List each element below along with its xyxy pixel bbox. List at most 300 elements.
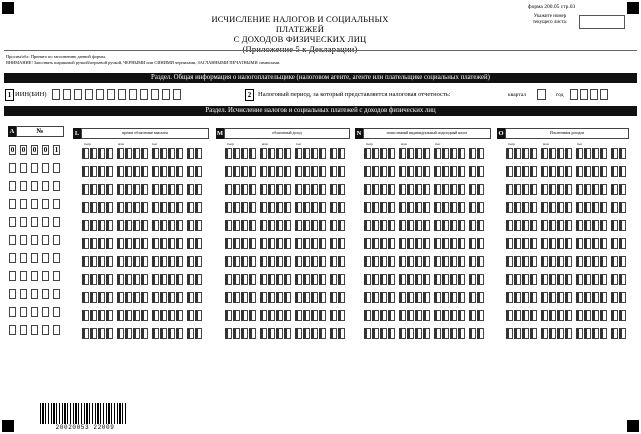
amount-digit-cell[interactable] — [514, 274, 521, 285]
amount-digit-cell[interactable] — [284, 328, 291, 339]
amount-digit-cell[interactable] — [303, 310, 310, 321]
amount-digit-cell[interactable] — [549, 328, 556, 339]
amount-digit-cell[interactable] — [415, 310, 422, 321]
amount-digit-cell[interactable] — [541, 202, 548, 213]
amount-digit-cell[interactable] — [141, 238, 148, 249]
amount-digit-cell[interactable] — [330, 274, 337, 285]
amount-digit-cell[interactable] — [514, 292, 521, 303]
amount-digit-cell[interactable] — [295, 310, 302, 321]
amount-digit-cell[interactable] — [133, 274, 140, 285]
amount-digit-cell[interactable] — [372, 256, 379, 267]
amount-digit-cell[interactable] — [338, 328, 345, 339]
amount-digit-cell[interactable] — [434, 274, 441, 285]
amount-digit-cell[interactable] — [458, 328, 465, 339]
amount-digit-cell[interactable] — [364, 328, 371, 339]
amount-digit-cell[interactable] — [117, 202, 124, 213]
amount-digit-cell[interactable] — [423, 166, 430, 177]
amount-digit-cell[interactable] — [407, 184, 414, 195]
amount-digit-cell[interactable] — [415, 220, 422, 231]
amount-digit-cell[interactable] — [82, 148, 89, 159]
amount-digit-cell[interactable] — [233, 202, 240, 213]
amount-digit-cell[interactable] — [295, 166, 302, 177]
amount-digit-cell[interactable] — [133, 292, 140, 303]
amount-digit-cell[interactable] — [399, 328, 406, 339]
amount-digit-cell[interactable] — [576, 328, 583, 339]
amount-digit-cell[interactable] — [514, 166, 521, 177]
amount-digit-cell[interactable] — [141, 148, 148, 159]
amount-digit-cell[interactable] — [584, 256, 591, 267]
amount-digit-cell[interactable] — [584, 328, 591, 339]
amount-digit-cell[interactable] — [388, 310, 395, 321]
iin-cell[interactable] — [129, 89, 137, 100]
amount-digit-cell[interactable] — [268, 274, 275, 285]
amount-digit-cell[interactable] — [530, 166, 537, 177]
amount-digit-cell[interactable] — [268, 238, 275, 249]
amount-digit-cell[interactable] — [133, 220, 140, 231]
row-number-digit[interactable] — [42, 253, 49, 263]
amount-digit-cell[interactable] — [584, 184, 591, 195]
amount-digit-cell[interactable] — [303, 166, 310, 177]
amount-digit-cell[interactable] — [522, 184, 529, 195]
amount-digit-cell[interactable] — [319, 256, 326, 267]
amount-digit-cell[interactable] — [176, 256, 183, 267]
amount-digit-cell[interactable] — [168, 256, 175, 267]
amount-digit-cell[interactable] — [423, 238, 430, 249]
amount-digit-cell[interactable] — [399, 310, 406, 321]
amount-digit-cell[interactable] — [619, 220, 626, 231]
amount-digit-cell[interactable] — [399, 148, 406, 159]
amount-digit-cell[interactable] — [98, 256, 105, 267]
amount-digit-cell[interactable] — [141, 184, 148, 195]
amount-digit-cell[interactable] — [506, 274, 513, 285]
amount-digit-cell[interactable] — [415, 238, 422, 249]
amount-digit-cell[interactable] — [82, 238, 89, 249]
amount-digit-cell[interactable] — [434, 220, 441, 231]
amount-digit-cell[interactable] — [557, 220, 564, 231]
amount-digit-cell[interactable] — [388, 220, 395, 231]
amount-digit-cell[interactable] — [592, 274, 599, 285]
amount-digit-cell[interactable] — [557, 184, 564, 195]
amount-digit-cell[interactable] — [268, 328, 275, 339]
amount-digit-cell[interactable] — [514, 184, 521, 195]
amount-digit-cell[interactable] — [125, 238, 132, 249]
amount-digit-cell[interactable] — [276, 220, 283, 231]
amount-digit-cell[interactable] — [106, 220, 113, 231]
amount-digit-cell[interactable] — [477, 202, 484, 213]
amount-digit-cell[interactable] — [458, 202, 465, 213]
amount-digit-cell[interactable] — [450, 220, 457, 231]
amount-digit-cell[interactable] — [241, 256, 248, 267]
amount-digit-cell[interactable] — [330, 166, 337, 177]
amount-digit-cell[interactable] — [160, 238, 167, 249]
amount-digit-cell[interactable] — [311, 220, 318, 231]
amount-digit-cell[interactable] — [319, 328, 326, 339]
amount-digit-cell[interactable] — [611, 220, 618, 231]
amount-digit-cell[interactable] — [407, 148, 414, 159]
amount-digit-cell[interactable] — [152, 238, 159, 249]
amount-digit-cell[interactable] — [241, 220, 248, 231]
row-number-digit[interactable] — [53, 235, 60, 245]
amount-digit-cell[interactable] — [364, 148, 371, 159]
amount-digit-cell[interactable] — [611, 148, 618, 159]
amount-digit-cell[interactable] — [592, 184, 599, 195]
amount-digit-cell[interactable] — [619, 274, 626, 285]
amount-digit-cell[interactable] — [330, 220, 337, 231]
amount-digit-cell[interactable] — [576, 238, 583, 249]
amount-digit-cell[interactable] — [241, 328, 248, 339]
amount-digit-cell[interactable] — [319, 274, 326, 285]
amount-digit-cell[interactable] — [260, 220, 267, 231]
amount-digit-cell[interactable] — [303, 256, 310, 267]
amount-digit-cell[interactable] — [388, 184, 395, 195]
amount-digit-cell[interactable] — [233, 292, 240, 303]
amount-digit-cell[interactable] — [423, 274, 430, 285]
amount-digit-cell[interactable] — [125, 220, 132, 231]
amount-digit-cell[interactable] — [557, 274, 564, 285]
amount-digit-cell[interactable] — [225, 310, 232, 321]
amount-digit-cell[interactable] — [276, 202, 283, 213]
amount-digit-cell[interactable] — [407, 328, 414, 339]
amount-digit-cell[interactable] — [557, 166, 564, 177]
amount-digit-cell[interactable] — [187, 310, 194, 321]
row-number-digit[interactable] — [42, 271, 49, 281]
row-number-digit[interactable] — [31, 307, 38, 317]
amount-digit-cell[interactable] — [442, 310, 449, 321]
row-number-digit[interactable] — [20, 163, 27, 173]
amount-digit-cell[interactable] — [338, 166, 345, 177]
amount-digit-cell[interactable] — [565, 328, 572, 339]
amount-digit-cell[interactable] — [388, 274, 395, 285]
amount-digit-cell[interactable] — [117, 220, 124, 231]
amount-digit-cell[interactable] — [241, 292, 248, 303]
amount-digit-cell[interactable] — [514, 310, 521, 321]
iin-cell[interactable] — [63, 89, 71, 100]
amount-digit-cell[interactable] — [82, 220, 89, 231]
amount-digit-cell[interactable] — [338, 292, 345, 303]
amount-digit-cell[interactable] — [195, 238, 202, 249]
amount-digit-cell[interactable] — [565, 202, 572, 213]
amount-digit-cell[interactable] — [268, 310, 275, 321]
amount-digit-cell[interactable] — [423, 292, 430, 303]
amount-digit-cell[interactable] — [415, 274, 422, 285]
amount-digit-cell[interactable] — [364, 220, 371, 231]
amount-digit-cell[interactable] — [450, 238, 457, 249]
amount-digit-cell[interactable] — [311, 256, 318, 267]
amount-digit-cell[interactable] — [160, 328, 167, 339]
amount-digit-cell[interactable] — [152, 166, 159, 177]
amount-digit-cell[interactable] — [388, 328, 395, 339]
amount-digit-cell[interactable] — [284, 220, 291, 231]
amount-digit-cell[interactable] — [187, 328, 194, 339]
amount-digit-cell[interactable] — [241, 202, 248, 213]
amount-digit-cell[interactable] — [600, 238, 607, 249]
amount-digit-cell[interactable] — [133, 202, 140, 213]
amount-digit-cell[interactable] — [399, 274, 406, 285]
amount-digit-cell[interactable] — [442, 184, 449, 195]
amount-digit-cell[interactable] — [415, 202, 422, 213]
amount-digit-cell[interactable] — [565, 310, 572, 321]
amount-digit-cell[interactable] — [611, 202, 618, 213]
amount-digit-cell[interactable] — [82, 328, 89, 339]
amount-digit-cell[interactable] — [514, 256, 521, 267]
row-number-digit[interactable] — [53, 217, 60, 227]
amount-digit-cell[interactable] — [506, 202, 513, 213]
row-number-digit[interactable] — [20, 235, 27, 245]
amount-digit-cell[interactable] — [233, 238, 240, 249]
row-number-digit[interactable] — [42, 235, 49, 245]
amount-digit-cell[interactable] — [380, 202, 387, 213]
amount-digit-cell[interactable] — [98, 166, 105, 177]
amount-digit-cell[interactable] — [423, 148, 430, 159]
amount-digit-cell[interactable] — [530, 184, 537, 195]
amount-digit-cell[interactable] — [600, 328, 607, 339]
amount-digit-cell[interactable] — [160, 220, 167, 231]
amount-digit-cell[interactable] — [380, 220, 387, 231]
amount-digit-cell[interactable] — [388, 148, 395, 159]
amount-digit-cell[interactable] — [364, 274, 371, 285]
amount-digit-cell[interactable] — [565, 274, 572, 285]
amount-digit-cell[interactable] — [106, 166, 113, 177]
amount-digit-cell[interactable] — [522, 310, 529, 321]
row-number-digit[interactable] — [53, 199, 60, 209]
row-number-digit[interactable]: 0 — [10, 146, 15, 154]
amount-digit-cell[interactable] — [506, 310, 513, 321]
amount-digit-cell[interactable] — [106, 148, 113, 159]
amount-digit-cell[interactable] — [372, 238, 379, 249]
iin-cell[interactable] — [173, 89, 181, 100]
amount-digit-cell[interactable] — [415, 292, 422, 303]
amount-digit-cell[interactable] — [160, 148, 167, 159]
amount-digit-cell[interactable] — [600, 292, 607, 303]
amount-digit-cell[interactable] — [233, 274, 240, 285]
row-number-digit[interactable] — [53, 325, 60, 335]
amount-digit-cell[interactable] — [399, 238, 406, 249]
amount-digit-cell[interactable] — [90, 166, 97, 177]
year-cell[interactable] — [590, 89, 598, 100]
amount-digit-cell[interactable] — [82, 184, 89, 195]
amount-digit-cell[interactable] — [415, 256, 422, 267]
amount-digit-cell[interactable] — [125, 166, 132, 177]
amount-digit-cell[interactable] — [477, 148, 484, 159]
amount-digit-cell[interactable] — [576, 274, 583, 285]
amount-digit-cell[interactable] — [450, 184, 457, 195]
amount-digit-cell[interactable] — [619, 202, 626, 213]
amount-digit-cell[interactable] — [592, 202, 599, 213]
amount-digit-cell[interactable] — [268, 292, 275, 303]
amount-digit-cell[interactable] — [268, 256, 275, 267]
row-number-digit[interactable] — [20, 325, 27, 335]
amount-digit-cell[interactable] — [225, 274, 232, 285]
amount-digit-cell[interactable] — [284, 148, 291, 159]
amount-digit-cell[interactable] — [611, 256, 618, 267]
amount-digit-cell[interactable] — [311, 292, 318, 303]
amount-digit-cell[interactable] — [160, 274, 167, 285]
amount-digit-cell[interactable] — [388, 256, 395, 267]
amount-digit-cell[interactable] — [442, 220, 449, 231]
amount-digit-cell[interactable] — [530, 202, 537, 213]
amount-digit-cell[interactable] — [141, 220, 148, 231]
amount-digit-cell[interactable] — [557, 310, 564, 321]
amount-digit-cell[interactable] — [260, 274, 267, 285]
amount-digit-cell[interactable] — [233, 184, 240, 195]
amount-digit-cell[interactable] — [557, 328, 564, 339]
amount-digit-cell[interactable] — [477, 274, 484, 285]
amount-digit-cell[interactable] — [549, 274, 556, 285]
amount-digit-cell[interactable] — [522, 220, 529, 231]
amount-digit-cell[interactable] — [319, 292, 326, 303]
amount-digit-cell[interactable] — [249, 238, 256, 249]
amount-digit-cell[interactable] — [319, 166, 326, 177]
amount-digit-cell[interactable] — [592, 292, 599, 303]
amount-digit-cell[interactable] — [565, 220, 572, 231]
amount-digit-cell[interactable] — [611, 310, 618, 321]
amount-digit-cell[interactable] — [506, 256, 513, 267]
amount-digit-cell[interactable] — [176, 274, 183, 285]
amount-digit-cell[interactable] — [117, 148, 124, 159]
amount-digit-cell[interactable] — [260, 202, 267, 213]
amount-digit-cell[interactable] — [160, 166, 167, 177]
row-number-digit[interactable] — [42, 199, 49, 209]
amount-digit-cell[interactable] — [303, 292, 310, 303]
amount-digit-cell[interactable] — [541, 292, 548, 303]
amount-digit-cell[interactable] — [195, 292, 202, 303]
amount-digit-cell[interactable] — [600, 184, 607, 195]
amount-digit-cell[interactable] — [584, 274, 591, 285]
amount-digit-cell[interactable] — [611, 184, 618, 195]
amount-digit-cell[interactable] — [319, 202, 326, 213]
amount-digit-cell[interactable] — [415, 184, 422, 195]
amount-digit-cell[interactable] — [106, 310, 113, 321]
amount-digit-cell[interactable] — [160, 292, 167, 303]
amount-digit-cell[interactable] — [514, 220, 521, 231]
amount-digit-cell[interactable] — [530, 274, 537, 285]
amount-digit-cell[interactable] — [549, 148, 556, 159]
amount-digit-cell[interactable] — [530, 256, 537, 267]
row-number-digit[interactable] — [31, 199, 38, 209]
amount-digit-cell[interactable] — [225, 256, 232, 267]
amount-digit-cell[interactable] — [260, 256, 267, 267]
amount-digit-cell[interactable] — [90, 292, 97, 303]
row-number-digit[interactable] — [9, 235, 16, 245]
amount-digit-cell[interactable] — [576, 202, 583, 213]
amount-digit-cell[interactable] — [141, 292, 148, 303]
amount-digit-cell[interactable] — [380, 256, 387, 267]
amount-digit-cell[interactable] — [125, 148, 132, 159]
amount-digit-cell[interactable] — [187, 184, 194, 195]
amount-digit-cell[interactable] — [522, 328, 529, 339]
amount-digit-cell[interactable] — [423, 328, 430, 339]
amount-digit-cell[interactable] — [522, 256, 529, 267]
amount-digit-cell[interactable] — [469, 220, 476, 231]
amount-digit-cell[interactable] — [225, 292, 232, 303]
amount-digit-cell[interactable] — [458, 310, 465, 321]
amount-digit-cell[interactable] — [450, 292, 457, 303]
row-number-digit[interactable] — [42, 289, 49, 299]
amount-digit-cell[interactable] — [611, 274, 618, 285]
amount-digit-cell[interactable] — [549, 256, 556, 267]
amount-digit-cell[interactable] — [364, 166, 371, 177]
row-number-digit[interactable]: 0 — [21, 146, 26, 154]
amount-digit-cell[interactable] — [225, 238, 232, 249]
amount-digit-cell[interactable] — [168, 220, 175, 231]
amount-digit-cell[interactable] — [276, 148, 283, 159]
amount-digit-cell[interactable] — [268, 148, 275, 159]
amount-digit-cell[interactable] — [295, 148, 302, 159]
amount-digit-cell[interactable] — [82, 292, 89, 303]
amount-digit-cell[interactable] — [311, 202, 318, 213]
amount-digit-cell[interactable] — [600, 148, 607, 159]
amount-digit-cell[interactable] — [423, 256, 430, 267]
amount-digit-cell[interactable] — [584, 166, 591, 177]
amount-digit-cell[interactable] — [249, 148, 256, 159]
amount-digit-cell[interactable] — [125, 202, 132, 213]
amount-digit-cell[interactable] — [576, 310, 583, 321]
amount-digit-cell[interactable] — [388, 238, 395, 249]
amount-digit-cell[interactable] — [311, 328, 318, 339]
amount-digit-cell[interactable] — [233, 220, 240, 231]
amount-digit-cell[interactable] — [584, 238, 591, 249]
amount-digit-cell[interactable] — [477, 310, 484, 321]
amount-digit-cell[interactable] — [117, 292, 124, 303]
amount-digit-cell[interactable] — [600, 256, 607, 267]
amount-digit-cell[interactable] — [168, 202, 175, 213]
amount-digit-cell[interactable] — [372, 220, 379, 231]
amount-digit-cell[interactable] — [338, 148, 345, 159]
amount-digit-cell[interactable] — [176, 184, 183, 195]
amount-digit-cell[interactable] — [565, 238, 572, 249]
amount-digit-cell[interactable] — [295, 184, 302, 195]
amount-digit-cell[interactable] — [557, 256, 564, 267]
amount-digit-cell[interactable] — [176, 220, 183, 231]
amount-digit-cell[interactable] — [399, 184, 406, 195]
amount-digit-cell[interactable] — [407, 238, 414, 249]
amount-digit-cell[interactable] — [295, 256, 302, 267]
amount-digit-cell[interactable] — [380, 328, 387, 339]
amount-digit-cell[interactable] — [592, 148, 599, 159]
amount-digit-cell[interactable] — [388, 292, 395, 303]
amount-digit-cell[interactable] — [176, 148, 183, 159]
row-number-digit[interactable] — [42, 181, 49, 191]
amount-digit-cell[interactable] — [541, 274, 548, 285]
amount-digit-cell[interactable] — [141, 202, 148, 213]
amount-digit-cell[interactable] — [249, 184, 256, 195]
amount-digit-cell[interactable] — [388, 166, 395, 177]
amount-digit-cell[interactable] — [372, 202, 379, 213]
amount-digit-cell[interactable] — [364, 238, 371, 249]
amount-digit-cell[interactable] — [592, 328, 599, 339]
iin-cell[interactable] — [107, 89, 115, 100]
amount-digit-cell[interactable] — [619, 238, 626, 249]
amount-digit-cell[interactable] — [133, 184, 140, 195]
amount-digit-cell[interactable] — [541, 328, 548, 339]
amount-digit-cell[interactable] — [319, 184, 326, 195]
amount-digit-cell[interactable] — [260, 184, 267, 195]
amount-digit-cell[interactable] — [168, 184, 175, 195]
amount-digit-cell[interactable] — [295, 328, 302, 339]
amount-digit-cell[interactable] — [469, 148, 476, 159]
amount-digit-cell[interactable] — [330, 292, 337, 303]
amount-digit-cell[interactable] — [434, 292, 441, 303]
amount-digit-cell[interactable] — [338, 202, 345, 213]
amount-digit-cell[interactable] — [592, 238, 599, 249]
amount-digit-cell[interactable] — [249, 220, 256, 231]
amount-digit-cell[interactable] — [442, 148, 449, 159]
amount-digit-cell[interactable] — [372, 310, 379, 321]
amount-digit-cell[interactable] — [82, 310, 89, 321]
amount-digit-cell[interactable] — [530, 328, 537, 339]
amount-digit-cell[interactable] — [260, 310, 267, 321]
amount-digit-cell[interactable] — [458, 166, 465, 177]
